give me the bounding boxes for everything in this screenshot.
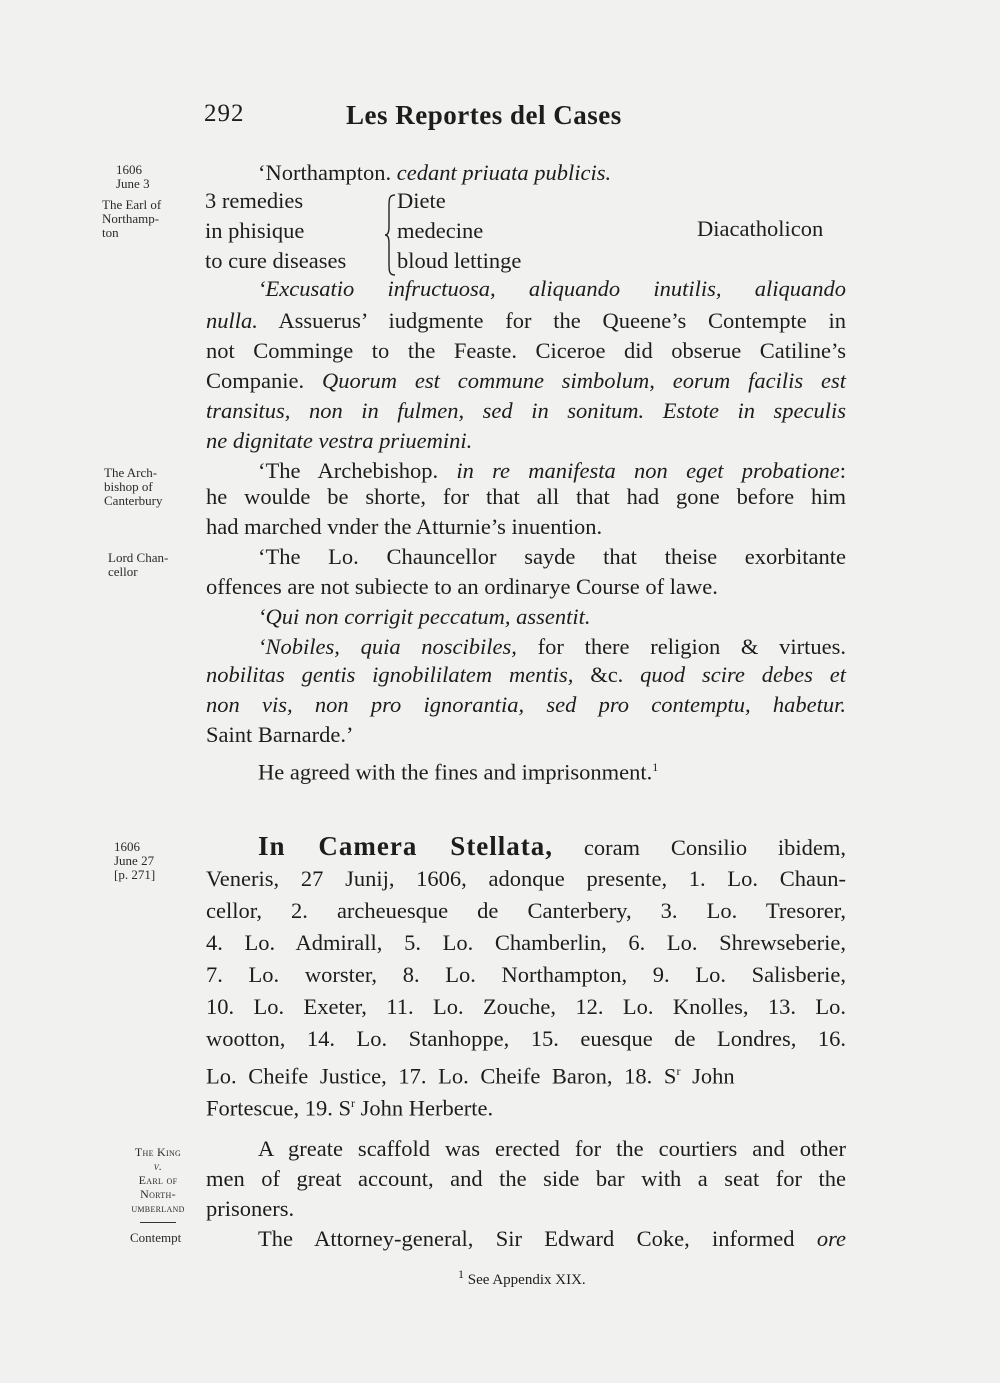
margin-line: Earl of [138, 1173, 178, 1187]
text-span: John Herberte. [355, 1095, 494, 1121]
text-span: ‘The Archebishop. [258, 458, 439, 483]
text-line [206, 752, 846, 788]
margin-line: The Earl of [102, 197, 162, 212]
text-span-italic: nobilitas gentis ignobililatem mentis, [206, 662, 574, 687]
remedies-list [205, 186, 346, 276]
margin-date-1 [116, 163, 150, 191]
margin-divider [140, 1222, 176, 1223]
margin-line: The Arch- [104, 465, 158, 480]
text-span: Fortescue, 19. S [206, 1095, 351, 1121]
text-line: Saint Barnarde.’ [206, 722, 354, 747]
text-line [206, 632, 846, 662]
text-line [206, 831, 846, 863]
text-line: he woulde be shorte, for that all that had gone before him [206, 484, 846, 509]
text-span-italic: nulla. [206, 308, 258, 333]
footnote [458, 1267, 586, 1289]
footnote-ref: 1 [652, 760, 659, 774]
text-line: had marched vnder the Atturnie’s inuention. [206, 514, 603, 539]
margin-date: June 27 [114, 853, 155, 868]
text-line: A greate scaffold was erected for the courtiers and other [258, 1136, 846, 1161]
brace-icon [384, 193, 396, 277]
text-span: : [839, 458, 846, 483]
cures-list [397, 186, 521, 276]
margin-line: ton [102, 225, 119, 240]
text-span-italic: quod scire debes et [640, 662, 846, 687]
text-span-italic: in re manifesta non eget probatione [456, 458, 840, 483]
text-line [206, 366, 846, 396]
margin-archbishop [104, 466, 162, 508]
text-line: offences are not subiecte to an ordinarye Course of lawe. [206, 574, 718, 599]
text-line: not Comminge to the Feaste. Ciceroe did obserue Catiline’s [206, 338, 846, 363]
text-line [206, 1056, 846, 1092]
margin-line: bishop of [104, 479, 153, 494]
superscript: r [676, 1064, 681, 1078]
text-line [206, 158, 846, 188]
text-line: wootton, 14. Lo. Stanhoppe, 15. euesque de Londres, 16. [206, 1026, 846, 1051]
remedies-line: to cure diseases [205, 248, 347, 273]
footnote-text: See Appendix XIX. [467, 1272, 586, 1288]
text-line: 7. Lo. worster, 8. Lo. Northampton, 9. Lo. Salisberie, [206, 962, 846, 987]
text-line [206, 660, 846, 690]
text-span-italic: Quorum est commune simbolum, eorum facilis est [321, 368, 846, 393]
margin-king-v-earl [118, 1145, 198, 1215]
margin-page-ref: [p. 271] [114, 867, 156, 882]
running-title: Les Reportes del Cases [346, 100, 622, 130]
remedies-line: in phisique [205, 218, 305, 243]
text-line: ‘The Lo. Chauncellor sayde that theise exorbitante [258, 544, 846, 569]
margin-line: Canterbury [104, 493, 163, 508]
cure-line: Diete [397, 188, 446, 213]
text-span: coram Consilio ibidem, [583, 835, 847, 860]
text-span: He agreed with the fines and imprisonment. [258, 759, 653, 785]
text-span: Assuerus’ iudgmente for the Queene’s Contempte in [278, 308, 846, 333]
margin-line: v. [153, 1159, 163, 1173]
margin-line: umberland [131, 1201, 185, 1215]
cure-line: medecine [397, 218, 484, 243]
text-span-italic: Estote in speculis [662, 398, 846, 423]
text-line: 10. Lo. Exeter, 11. Lo. Zouche, 12. Lo. Knolles, 13. Lo. [206, 994, 846, 1019]
text-line: ‘Qui non corrigit peccatum, assentit. [258, 604, 591, 629]
text-span-italic: ore [816, 1226, 846, 1251]
text-line: prisoners. [206, 1196, 295, 1221]
text-span: ‘Northampton. [258, 160, 392, 185]
text-line [206, 396, 846, 426]
margin-line: North- [140, 1187, 176, 1201]
text-span: &c. [590, 662, 624, 687]
margin-line: cellor [108, 564, 138, 579]
text-span: for there religion & virtues. [537, 634, 846, 659]
margin-earl-northampton [102, 198, 161, 240]
section-heading: In Camera Stellata, [258, 831, 554, 861]
margin-lord-chancellor [108, 551, 168, 579]
remedies-line: 3 remedies [205, 188, 304, 213]
margin-year: 1606 [114, 839, 140, 854]
margin-contempt: Contempt [130, 1230, 182, 1245]
text-line: Veneris, 27 Junij, 1606, adonque presente, 1. Lo. Chaun- [206, 866, 846, 891]
text-span: Lo. Cheife Justice, 17. Lo. Cheife Baron, 18. S [206, 1063, 677, 1089]
text-line [206, 306, 846, 336]
text-line: 4. Lo. Admirall, 5. Lo. Chamberlin, 6. Lo. Shrewseberie, [206, 930, 846, 955]
margin-line: The King [134, 1145, 182, 1159]
text-line: ‘Excusatio infructuosa, aliquando inutilis, aliquando [258, 276, 846, 301]
footnote-mark: 1 [458, 1267, 464, 1281]
text-span: Companie. [206, 368, 305, 393]
text-span: The Attorney-general, Sir Edward Coke, informed [258, 1226, 795, 1251]
margin-date: June 3 [116, 176, 150, 191]
text-span-italic: cedant priuata publicis. [396, 160, 612, 185]
cure-line: bloud lettinge [397, 248, 522, 273]
superscript: r [351, 1096, 355, 1110]
margin-line: Lord Chan- [108, 550, 169, 565]
text-line: non vis, non pro ignorantia, sed pro contemptu, habetur. [206, 692, 846, 717]
margin-year: 1606 [116, 162, 142, 177]
page-number: 292 [204, 100, 245, 127]
text-line: ne dignitate vestra priuemini. [206, 428, 473, 453]
diacatholicon: Diacatholicon [697, 216, 824, 241]
text-span: John [680, 1063, 735, 1089]
text-line: cellor, 2. archeuesque de Canterbery, 3. Lo. Tresorer, [206, 898, 846, 923]
text-line: men of great account, and the side bar with a seat for the [206, 1166, 846, 1191]
text-line [206, 1224, 846, 1254]
margin-date-2 [114, 840, 155, 882]
text-line [206, 1088, 846, 1124]
text-span-italic: transitus, non in fulmen, sed in sonitum. [206, 398, 645, 423]
margin-line: Northamp- [102, 211, 160, 226]
text-span-italic: ‘Nobiles, quia noscibiles, [258, 634, 517, 659]
